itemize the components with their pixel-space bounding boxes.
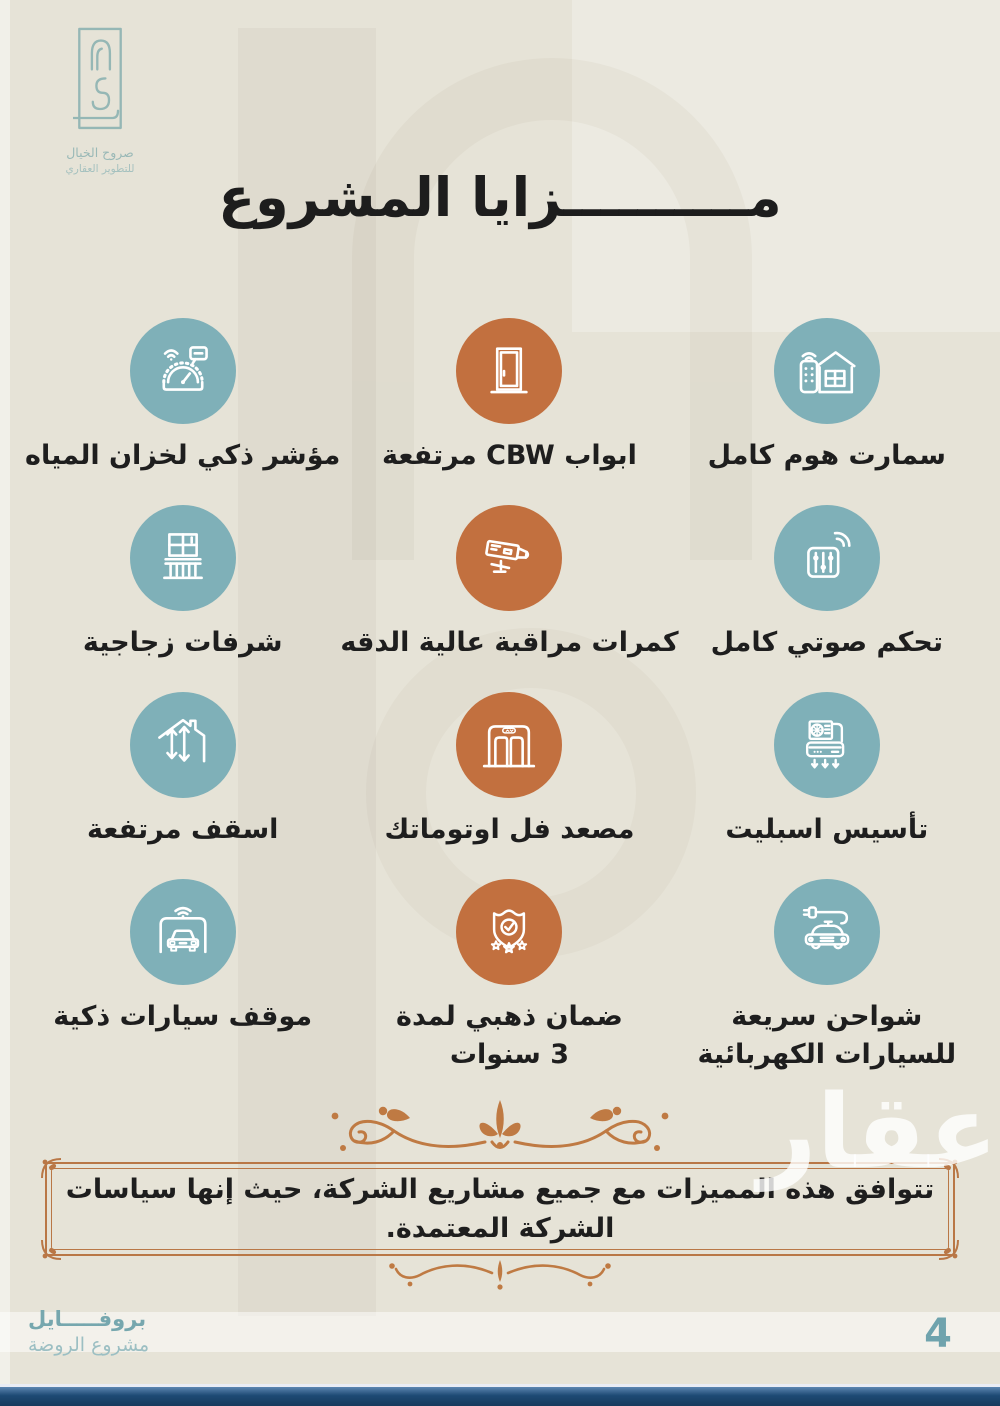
feature-label: ضمان ذهبي لمدة 3 سنوات <box>396 1001 623 1070</box>
smart-parking-icon <box>152 901 214 963</box>
feature-gold-warranty <box>340 879 678 1070</box>
feature-label: شرفات زجاجية <box>82 627 283 658</box>
feature-label: موقف سيارات ذكية <box>53 1001 313 1032</box>
page-title: مــــــــــزايا المشروع <box>218 166 782 229</box>
footer-profile <box>28 1306 149 1358</box>
door-icon <box>478 340 540 402</box>
feature-ev-fast-chargers <box>679 879 975 1070</box>
smart-home-icon <box>796 340 858 402</box>
feature-circle <box>774 505 880 611</box>
feature-circle <box>456 692 562 798</box>
cctv-camera-icon <box>478 527 540 589</box>
ev-fast-charger-icon <box>796 901 858 963</box>
footer-project-label: مشروع الروضة <box>28 1334 150 1357</box>
feature-circle <box>456 879 562 985</box>
feature-glass-balconies <box>25 505 340 692</box>
high-ceilings-icon <box>152 714 214 776</box>
gold-warranty-icon <box>478 901 540 963</box>
feature-split-ac <box>679 692 975 879</box>
features-grid <box>25 318 975 1070</box>
feature-water-tank-indicator <box>25 318 340 505</box>
feature-circle <box>456 505 562 611</box>
feature-circle <box>130 505 236 611</box>
elevator-icon <box>478 714 540 776</box>
feature-circle <box>774 692 880 798</box>
frame-corner-ornament-icon <box>937 1238 961 1262</box>
note-line-2: الشركة المعتمدة. <box>385 1213 615 1244</box>
feature-circle <box>130 318 236 424</box>
feature-voice-control <box>679 505 975 692</box>
bottom-flourish-ornament <box>350 1257 650 1297</box>
feature-smart-home <box>679 318 975 505</box>
split-ac-icon <box>796 714 858 776</box>
feature-circle <box>456 318 562 424</box>
feature-cbw-doors <box>340 318 678 505</box>
feature-automatic-elevator <box>340 692 678 879</box>
feature-high-ceilings <box>25 692 340 879</box>
company-tagline: للتطوير العقاري <box>65 163 135 176</box>
feature-circle <box>130 692 236 798</box>
company-logo <box>40 26 160 177</box>
note-line-1: تتوافق هذه المميزات مع جميع مشاريع الشركة، حيث إنها سياسات <box>65 1174 935 1205</box>
feature-label: مصعد فل اوتوماتك <box>384 814 635 845</box>
feature-circle <box>774 879 880 985</box>
feature-label: تحكم صوتي كامل <box>710 627 943 658</box>
feature-label: كمرات مراقبة عالية الدقه <box>340 627 679 658</box>
frame-corner-ornament-icon <box>39 1156 63 1180</box>
feature-smart-parking <box>25 879 340 1066</box>
page-number: 4 <box>924 1311 952 1357</box>
frame-corner-ornament-icon <box>39 1238 63 1262</box>
top-flourish-ornament <box>265 1096 735 1162</box>
company-logo-mark-icon <box>73 26 127 138</box>
voice-control-icon <box>796 527 858 589</box>
aqar-watermark: عقار <box>757 1073 998 1192</box>
company-name: صروح الخيال <box>66 145 134 160</box>
feature-label: اسقف مرتفعة <box>86 814 279 845</box>
feature-label: سمارت هوم كامل <box>707 440 946 471</box>
glass-balcony-icon <box>152 527 214 589</box>
footer-profile-label: بروفـــــايل <box>28 1307 147 1331</box>
feature-label: تأسيس اسبليت <box>725 814 929 845</box>
feature-circle <box>774 318 880 424</box>
water-tank-indicator-icon <box>152 340 214 402</box>
feature-label: شواحن سريعة للسيارات الكهربائية <box>697 1001 957 1070</box>
feature-label: ابواب CBW مرتفعة <box>382 440 637 471</box>
feature-cctv-cameras <box>340 505 678 692</box>
feature-circle <box>130 879 236 985</box>
feature-label: مؤشر ذكي لخزان المياه <box>25 440 341 471</box>
footer-band <box>0 1312 1000 1352</box>
